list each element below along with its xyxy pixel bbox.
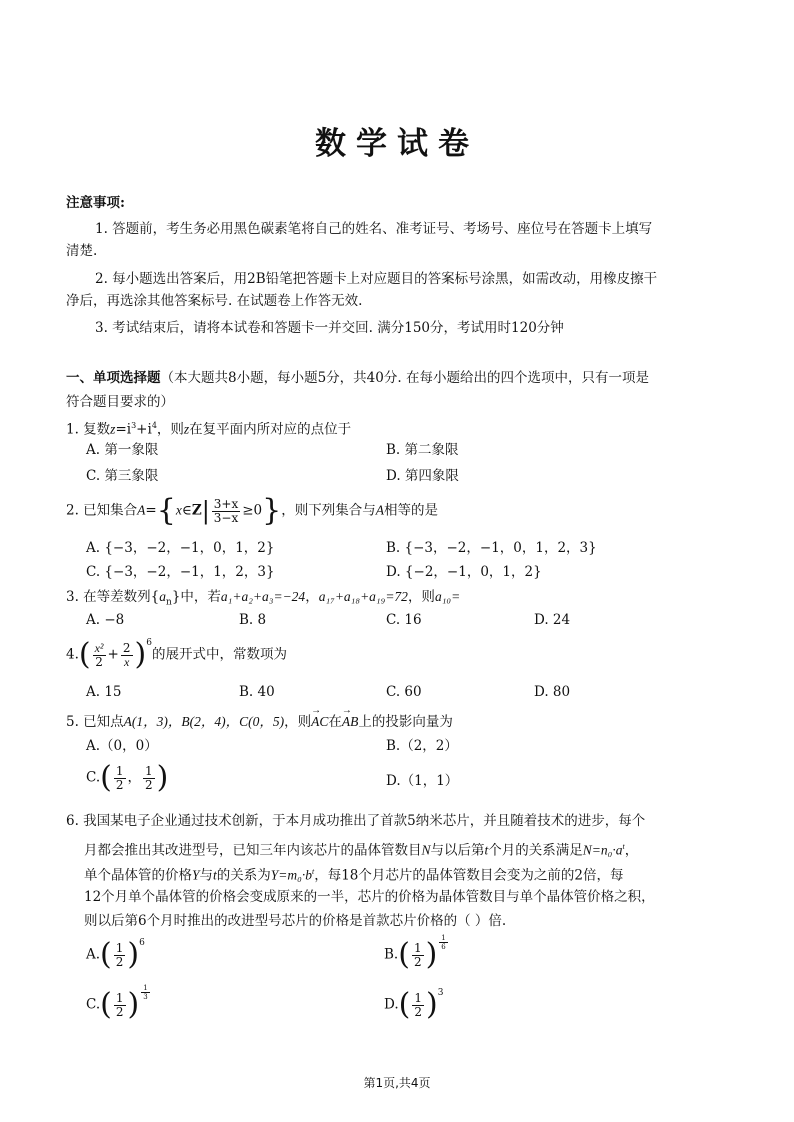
section-desc-2: 符合题目要求的）: [66, 394, 174, 410]
q6-option-c: C.( $\frac{1}{2}$ ) $\frac{1}{3}$: [86, 984, 148, 1022]
section-desc-1: （本大题共8小题，每小题5分，共40分. 在每小题给出的四个选项中，只有一项是: [160, 370, 649, 386]
question-1: 1. 复数$z=i^3+i^4$，则z在复平面内所对应的点位于: [66, 421, 352, 438]
notice-item-3: 3. 考试结束后，请将本试卷和答题卡一并交回. 满分150分，考试用时120分钟: [95, 320, 564, 336]
page-title: 数学试卷: [315, 126, 479, 162]
q1-option-b: B. 第二象限: [386, 442, 459, 458]
question-2: 2. 已知集合A={x∈Z| $\frac{3+x}{3-x}$ ≥0}，则下列集合与A相等的是: [66, 493, 438, 528]
question-5: 5. 已知点A(1，3)，B(2，4)，C(0，5)，则→ AC在→ AB上的投影向量为: [66, 711, 453, 733]
page-footer: 第1页,共4页: [363, 1076, 431, 1090]
q3-option-b: B. 8: [239, 612, 267, 628]
q2-option-d: D. {−2，−1，0，1，2}: [386, 564, 542, 580]
q4-option-a: A. 15: [86, 684, 122, 700]
question-6-line-1: 6. 我国某电子企业通过技术创新，于本月成功推出了首款5纳米芯片，并且随着技术的进步，每个: [66, 813, 646, 829]
section-heading: [66, 365, 732, 391]
q1-option-d: D. 第四象限: [386, 468, 459, 484]
question-6-line-5: 则以后第6个月时推出的改进型号芯片的价格是首款芯片价格的（ ）倍.: [84, 913, 507, 929]
notice-item-2-cont: 净后，再选涂其他答案标号. 在试题卷上作答无效.: [66, 293, 363, 309]
notice-item-1-cont: 清楚.: [66, 243, 98, 259]
q4-option-c: C. 60: [386, 684, 422, 700]
q5-option-d: D.（1，1）: [386, 773, 459, 789]
notice-heading: 注意事项:: [66, 195, 125, 211]
q6-option-a: A.( $\frac{1}{2}$ )$^6$: [86, 937, 145, 972]
q2-option-c: C. {−3，−2，−1，1，2，3}: [86, 564, 275, 580]
question-4: 4.( $\frac{\text{x²}}{2}$ + $\frac{2}{x}$ )$^6$的展开式中，常数项为: [66, 637, 287, 672]
q2-option-a: A. {−3，−2，−1，0，1，2}: [86, 540, 275, 556]
q3-option-c: C. 16: [386, 612, 422, 628]
question-6-line-4: 12个月单个晶体管的价格会变成原来的一半，芯片的价格为晶体管数目与单个晶体管价格之积，: [84, 889, 655, 905]
section-label: 一、单项选择题: [66, 370, 161, 386]
q3-option-a: A. −8: [86, 612, 125, 628]
q2-option-b: B. {−3，−2，−1，0，1，2，3}: [386, 540, 597, 556]
question-6-line-3: 单个晶体管的价格Y与t的关系为$Y=m_0\cdot b^t$，每18个月芯片的晶体管数目会变为之前的2倍，每: [84, 867, 624, 884]
q5-option-b: B.（2，2）: [386, 738, 458, 754]
question-3: 3. 在等差数列$\{a_n\}$中，若a₁+a₂+a₃=−24，a₁₇+a₁₈+a₁₉=72，则a₁₀=: [66, 589, 461, 608]
q6-option-b: B.( $\frac{1}{2}$ ) $\frac{1}{6}$: [384, 934, 446, 972]
question-6-line-2: 月都会推出其改进型号，已知三年内该芯片的晶体管数目N与以后第t个月的关系满足$N=n_0\cdot a^t$，: [84, 842, 639, 859]
q3-option-d: D. 24: [534, 612, 571, 628]
q1-option-c: C. 第三象限: [86, 468, 159, 484]
q4-option-d: D. 80: [534, 684, 571, 700]
notice-item-2: 2. 每小题选出答案后，用2B铅笔把答题卡上对应题目的答案标号涂黑，如需改动，用橡皮擦干: [95, 271, 658, 287]
q1-option-a: A. 第一象限: [86, 442, 159, 458]
q4-option-b: B. 40: [239, 684, 275, 700]
q5-option-c: C.( $\frac{1}{2}$ ， $\frac{1}{2}$ ): [86, 760, 169, 795]
q5-option-a: A.（0，0）: [86, 738, 158, 754]
q6-option-d: D.( $\frac{1}{2}$ )$^3$: [384, 987, 444, 1022]
notice-item-1: 1. 答题前，考生务必用黑色碳素笔将自己的姓名、准考证号、考场号、座位号在答题卡上填写: [95, 221, 653, 237]
